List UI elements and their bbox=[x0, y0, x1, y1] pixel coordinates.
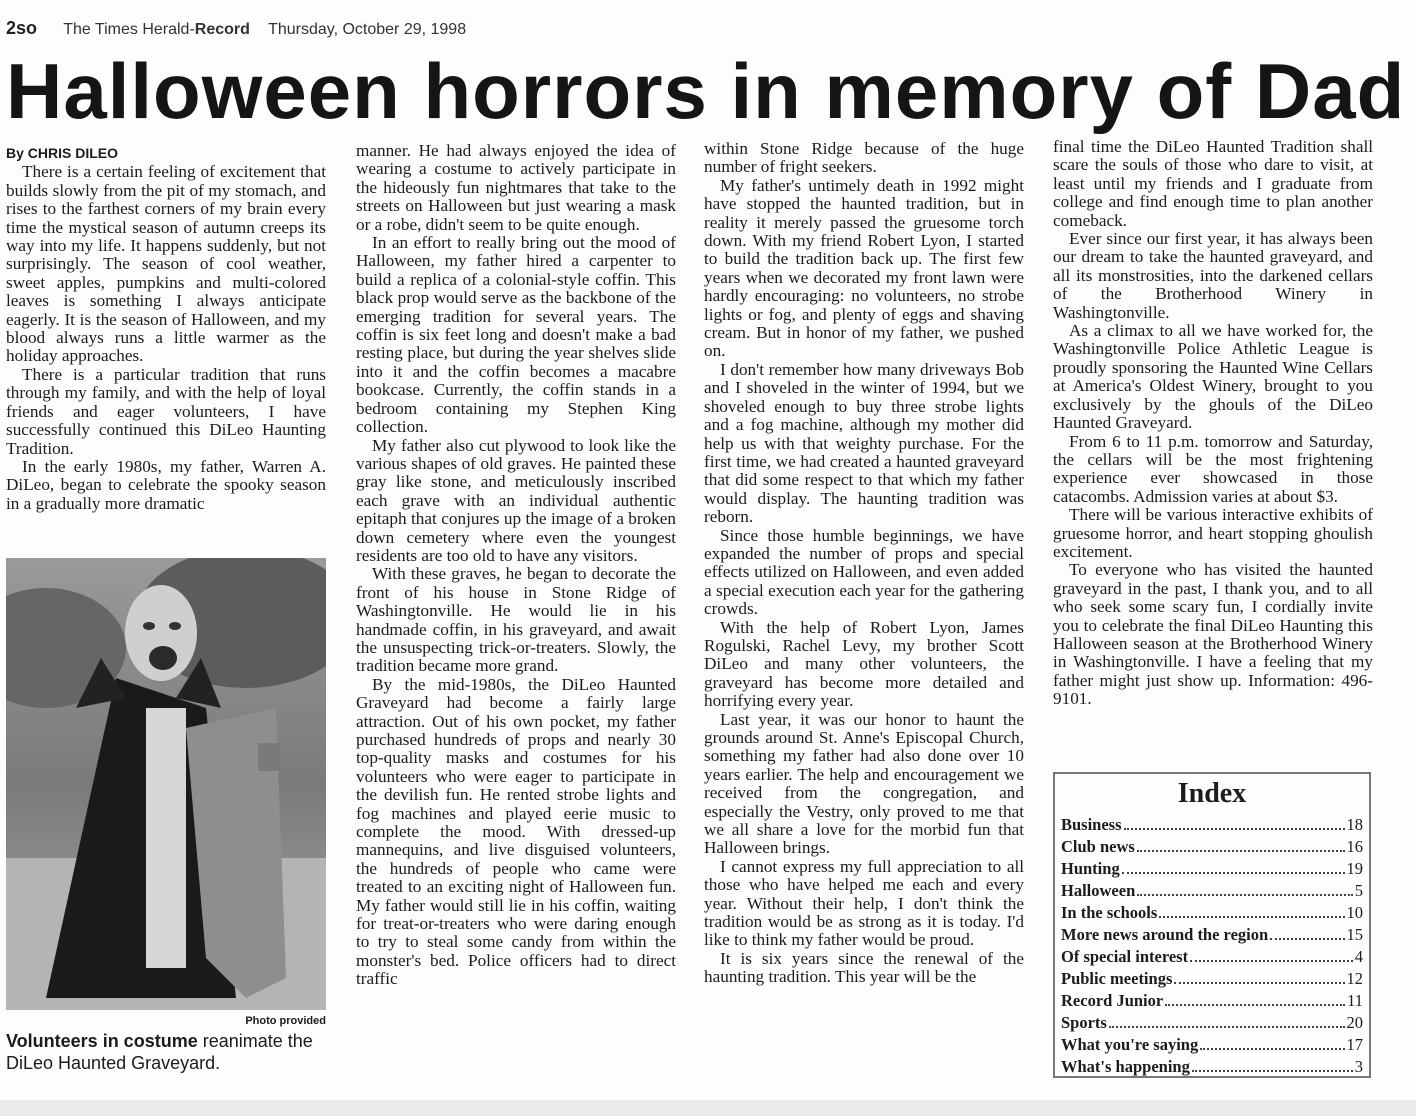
index-entry-label: Halloween bbox=[1061, 881, 1136, 900]
costume-photo bbox=[6, 558, 326, 1010]
index-box bbox=[1053, 772, 1371, 1078]
index-entry-label: Public meetings bbox=[1061, 969, 1173, 988]
index-entry-leader bbox=[1159, 916, 1344, 918]
newspaper-name-bold: Record bbox=[194, 21, 250, 38]
index-entry bbox=[1061, 968, 1363, 990]
index-entry bbox=[1061, 1012, 1363, 1034]
index-entry-leader bbox=[1122, 872, 1345, 874]
paragraph: within Stone Ridge because of the huge number of fright seekers. bbox=[704, 139, 1024, 177]
index-entry-leader bbox=[1165, 1004, 1345, 1006]
index-entry-page: 11 bbox=[1347, 991, 1363, 1010]
article-column-2 bbox=[356, 142, 676, 989]
paragraph: Last year, it was our honor to haunt the grounds around St. Anne's Episcopal Church, something my father had also done over 10 years earlier. The help and encouragement we received from the congregation, and especially the Vestry, only proved to me that we all share a love for the morbid fun that Halloween brings. bbox=[704, 709, 1024, 858]
issue-date: Thursday, October 29, 1998 bbox=[268, 21, 467, 38]
index-entry bbox=[1061, 902, 1363, 924]
index-entry-leader bbox=[1270, 938, 1344, 940]
index-entry bbox=[1061, 836, 1363, 858]
paragraph: From 6 to 11 p.m. tomorrow and Saturday, the cellars will be the most frightening experience ever showcased in those catacombs. Admission varies at about $3. bbox=[1053, 431, 1373, 506]
index-entry-label: Sports bbox=[1061, 1013, 1107, 1032]
article-column-1 bbox=[6, 144, 326, 513]
index-entry-page: 20 bbox=[1346, 1013, 1363, 1032]
index-entry-page: 4 bbox=[1354, 947, 1363, 966]
caption-text: reanimate the DiLeo Haunted Graveyard. bbox=[6, 1031, 313, 1073]
page-number: 2so bbox=[6, 18, 38, 38]
paragraph: With the help of Robert Lyon, James Rogulski, Rachel Levy, my brother Scott DiLeo and many other volunteers, the graveyard has become more detailed and horrifying every year. bbox=[704, 617, 1024, 711]
index-entry-leader bbox=[1192, 1070, 1353, 1072]
index-entry-label: What's happening bbox=[1061, 1057, 1190, 1076]
index-entry-page: 12 bbox=[1346, 969, 1363, 988]
paragraph: final time the DiLeo Haunted Tradition shall scare the souls of those who dare to visit, at least until my friends and I graduate from college and find enough time to plan another comeback. bbox=[1053, 137, 1373, 230]
index-entry-leader bbox=[1137, 894, 1353, 896]
index-entry-label: What you're saying bbox=[1061, 1035, 1199, 1054]
article-column-3 bbox=[704, 140, 1024, 987]
paragraph: manner. He had always enjoyed the idea of wearing a costume to actively participate in the hideously fun nightmares that take to the streets on Halloween but just wearing a mask or a robe, didn't seem to be quite enough. bbox=[356, 141, 676, 234]
paragraph: There is a particular tradition that runs through my family, and with the help of loyal friends and eager volunteers, I have successfully continued this DiLeo Haunting Tradition. bbox=[6, 364, 326, 458]
index-title: Index bbox=[1177, 778, 1247, 809]
paragraph: To everyone who has visited the haunted graveyard in the past, I thank you, and to all who seek some scary fun, I cordially invite you to celebrate the final DiLeo Haunting this Halloween season at the Brotherhood Winery in Washingtonville. I have a feeling that my father might just show up. Information: 496-9101. bbox=[1053, 560, 1373, 709]
index-entry-leader bbox=[1190, 960, 1353, 962]
index-entry bbox=[1061, 1056, 1363, 1078]
paragraph: I don't remember how many driveways Bob and I shoveled in the winter of 1994, but we shoveled enough to buy three strobe lights and a fog machine, although my mother did help us with that weighty purchase. For the first time, we had created a haunted graveyard that did some respect to that which my father would display. The haunting tradition was reborn. bbox=[704, 359, 1024, 527]
index-entry-label: Club news bbox=[1061, 837, 1135, 856]
index-entry-page: 16 bbox=[1346, 837, 1363, 856]
index-entry-label: Of special interest bbox=[1061, 947, 1189, 966]
index-entry bbox=[1061, 858, 1363, 880]
index-entry-label: Record Junior bbox=[1061, 991, 1164, 1010]
index-entry bbox=[1061, 880, 1363, 902]
paragraph: Since those humble beginnings, we have expanded the number of props and special effects utilized on Halloween, and even added a special execution each year for the gathering crowds. bbox=[704, 525, 1024, 619]
index-entry-page: 10 bbox=[1346, 903, 1363, 922]
index-entry bbox=[1061, 1034, 1363, 1056]
index-entry-label: More news around the region bbox=[1061, 925, 1269, 944]
paragraph: My father's untimely death in 1992 might have stopped the haunted tradition, but in reality it merely passed the gruesome torch down. With my friend Robert Lyon, I started to build the tradition back up. The first few years when we decorated my front lawn were hardly encouraging: no volunteers, no strobe lights or fog, and plenty of eggs and shaving cream. But in honor of my father, we pushed on. bbox=[704, 175, 1024, 361]
index-entry-page: 19 bbox=[1346, 859, 1363, 878]
paragraph: In an effort to really bring out the mood of Halloween, my father hired a carpenter to build a replica of a colonial-style coffin. This black prop would serve as the backbone of the emerging tradition for several years. The coffin is six feet long and doesn't make a bad resting place, but during the year shelves slide into it and the coffin becomes a macabre bookcase. Currently, the coffin stands in a bedroom containing my Stephen King collection. bbox=[356, 233, 676, 437]
index-entry-page: 15 bbox=[1346, 925, 1363, 944]
index-entry-page: 5 bbox=[1354, 881, 1363, 900]
paragraph: It is six years since the renewal of the haunting tradition. This year will be the bbox=[704, 948, 1024, 987]
paragraph: As a climax to all we have worked for, the Washingtonville Police Athletic League is proudly sponsoring the Haunted Wine Cellars at America's Oldest Winery, brought to you exclusively by the ghouls of the DiLeo Haunted Graveyard. bbox=[1053, 321, 1373, 433]
paragraph: Ever since our first year, it has always been our dream to take the haunted graveyard, and all its monstrosities, into the darkened cellars of the Brotherhood Winery in Washingtonville. bbox=[1053, 229, 1373, 322]
paragraph: By the mid-1980s, the DiLeo Haunted Graveyard had become a fairly large attraction. Out of his own pocket, my father purchased hundreds of props and nearly 30 top-quality masks and costumes for his volunteers who were eager to participate in the devilish fun. He rented strobe lights and fog machines and played eerie music to complete the mood. With dressed-up mannequins, and live disguised volunteers, the hundreds of people who came were treated to an exciting night of Halloween fun. My father would still lie in his coffin, waiting for treat-or-treaters who were daring enough to try to steal some candy from within the monster's bed. Police officers had to direct traffic bbox=[356, 674, 676, 989]
index-entry-label: In the schools bbox=[1061, 903, 1158, 922]
index-entry bbox=[1061, 924, 1363, 946]
vampire-photo-illustration bbox=[6, 558, 326, 1010]
paragraph: There will be various interactive exhibits of gruesome horror, and heart stopping ghoulish excitement. bbox=[1053, 505, 1373, 561]
index-list bbox=[1061, 814, 1363, 1078]
index-entry-leader bbox=[1109, 1026, 1345, 1028]
index-entry bbox=[1061, 946, 1363, 968]
paragraph: In the early 1980s, my father, Warren A. DiLeo, began to celebrate the spooky season in a gradually more dramatic bbox=[6, 456, 326, 513]
article-column-4 bbox=[1053, 138, 1373, 709]
photo-credit: Photo provided bbox=[245, 1015, 326, 1027]
index-entry-page: 17 bbox=[1346, 1035, 1363, 1054]
index-entry bbox=[1061, 814, 1363, 836]
paragraph: With these graves, he began to decorate the front of his house in Stone Ridge of Washingtonville. He would lie in his handmade coffin, in his graveyard, and await the unsuspecting trick-or-treaters. Slowly, the tradition became more grand. bbox=[356, 564, 676, 676]
index-entry-leader bbox=[1174, 982, 1344, 984]
index-entry bbox=[1061, 990, 1363, 1012]
newspaper-name bbox=[63, 21, 250, 38]
headline: Halloween horrors in memory of Dad bbox=[6, 47, 1406, 135]
page-folio bbox=[6, 18, 466, 39]
byline: By CHRIS DILEO bbox=[6, 145, 119, 161]
index-entry-leader bbox=[1124, 828, 1345, 830]
paragraph: There is a certain feeling of excitement that builds slowly from the pit of my stomach, and rises to the farthest corners of my brain every time the mystical season of autumn creeps its way into my life. It happens suddenly, but not surprisingly. The season of cool weather, sweet apples, pumpkins and multi-colored leaves is something I always anticipate eagerly. It is the season of Halloween, and my blood always runs a little warmer as the holiday approaches. bbox=[6, 162, 326, 366]
index-entry-leader bbox=[1137, 850, 1345, 852]
paragraph: I cannot express my full appreciation to all those who have helped me each and every year. Without their help, I don't think the tradition would be as strong as it is today. I'd like to think my father would be proud. bbox=[704, 856, 1024, 950]
index-entry-label: Business bbox=[1061, 815, 1122, 834]
newspaper-name-prefix: The Times Herald- bbox=[63, 21, 195, 38]
paragraph: My father also cut plywood to look like the various shapes of old graves. He painted these gray like stone, and meticulously inscribed each grave with an individual authentic epitaph that conjures up the image of a broken down cemetery where even the youngest residents are too old to have any visitors. bbox=[356, 435, 676, 565]
index-entry-leader bbox=[1200, 1048, 1344, 1050]
photo-caption bbox=[6, 1030, 336, 1074]
caption-lead: Volunteers in costume bbox=[6, 1031, 198, 1051]
index-entry-label: Hunting bbox=[1061, 859, 1120, 878]
index-entry-page: 3 bbox=[1354, 1057, 1363, 1076]
index-entry-page: 18 bbox=[1346, 815, 1363, 834]
scan-bottom-edge bbox=[0, 1100, 1416, 1116]
